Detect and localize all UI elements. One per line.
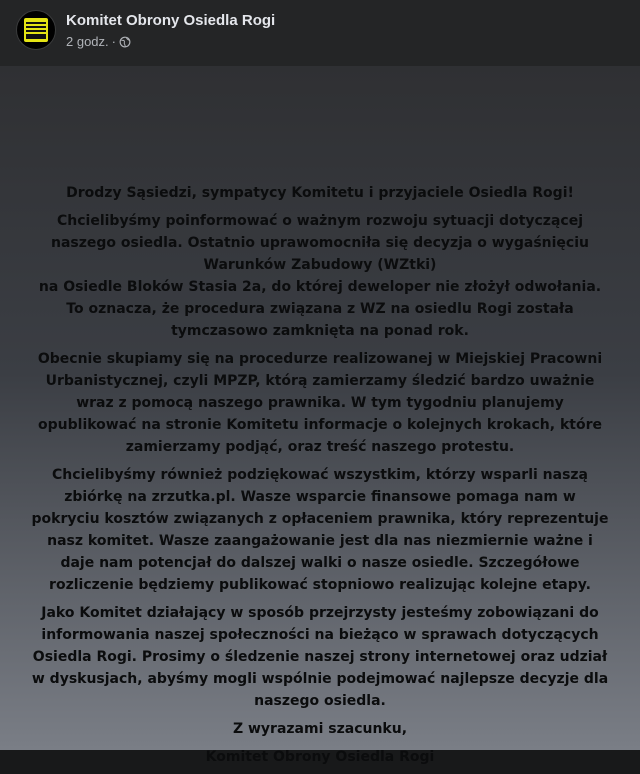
post-meta	[66, 34, 275, 49]
post-timestamp[interactable]: 2 godz.	[66, 34, 109, 49]
post-header	[0, 0, 640, 66]
committee-logo	[24, 18, 48, 42]
post-text-image[interactable]	[0, 66, 640, 765]
header-text	[66, 10, 275, 49]
paragraph-fundraiser: Chcielibyśmy również podziękować wszystkim, którzy wsparli naszą zbiórkę na zrzutka.pl. Wasze wsparcie finansowe pomaga nam w pokryciu kosztów związanych z opłaceniem prawnika, który reprezentuje nasz komitet. Wasze zaangażowanie jest dla nas niezmiernie ważne i daje nam potencjał do dalszej walki o nasze osiedle. Szczegółowe rozliczenie będziemy publikować stopniowo realizując kolejne etapy.	[31, 467, 609, 593]
greeting-text: Drodzy Sąsiedzi, sympatycy Komitetu i przyjaciele Osiedla Rogi!	[66, 185, 574, 201]
paragraph-mpzp: Obecnie skupiamy się na procedurze realizowanej w Miejskiej Pracowni Urbanistycznej, czyli MPZP, którą zamierzamy śledzić bardzo uważnie wraz z pomocą naszego prawnika. W tym tygodniu planujemy opublikować na stronie Komitetu informacje o kolejnych krokach, które zamierzamy podjąć, oraz treść naszego protestu.	[37, 351, 603, 455]
meta-separator: ·	[111, 34, 116, 49]
paragraph-wz-decision: Chcielibyśmy poinformować o ważnym rozwoju sytuacji dotyczącej naszego osiedla. Ostatnio uprawomocniła się decyzja o wygaśnięciu Warunków Zabudowy (WZtki) na Osiedle Bloków Stasia 2a, do której deweloper nie złożył odwołania. To oznacza, że procedura związana z WZ na osiedlu Rogi została tymczasowo zamknięta na ponad rok.	[38, 213, 602, 339]
page-name-link[interactable]: Komitet Obrony Osiedla Rogi	[66, 12, 276, 29]
closing-text: Z wyrazami szacunku,	[232, 721, 408, 737]
page-avatar[interactable]	[16, 10, 56, 50]
post-body	[28, 182, 612, 774]
paragraph-transparency: Jako Komitet działający w sposób przejrzysty jesteśmy zobowiązani do informowania naszej społeczności na bieżąco w sprawach dotyczących Osiedla Rogi. Prosimy o śledzenie naszej strony internetowej oraz udział w dyskusjach, abyśmy mogli wspólnie podejmować najlepsze decyzje dla naszego osiedla.	[31, 605, 609, 709]
signature-text: Komitet Obrony Osiedla Rogi	[205, 749, 435, 765]
globe-icon[interactable]	[119, 36, 131, 48]
